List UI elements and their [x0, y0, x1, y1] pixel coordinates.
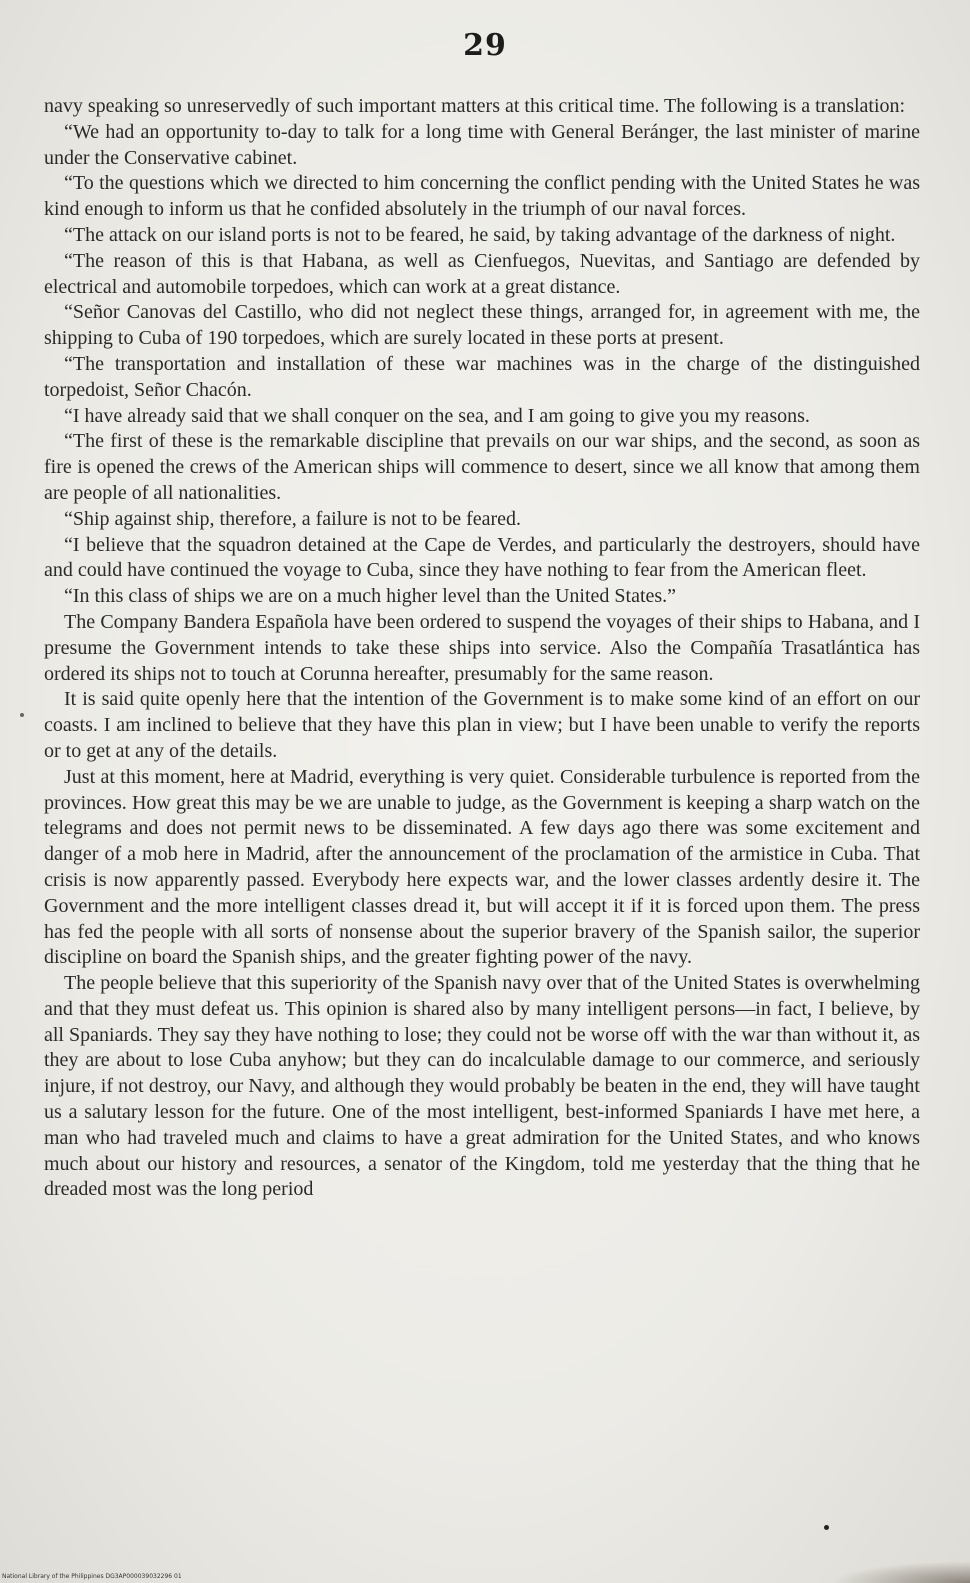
scan-speck [824, 1525, 829, 1530]
paragraph: “The first of these is the remarkable discipline that prevails on our war ships, and the second, as soon as fire is opened the crews of the American ships will commence to desert, since we all know that among them are people of all nationalities. [44, 430, 920, 504]
page-number: 29 [463, 28, 507, 63]
paragraph: “The transportation and installation of these war machines was in the charge of the distinguished torpedoist, Señor Chacón. [44, 352, 920, 401]
scan-footer: National Library of the Philippines DG3AP000039032296 01 [2, 1573, 182, 1580]
paragraph: The people believe that this superiority of the Spanish navy over that of the United States is overwhelming and that they must defeat us. This opinion is shared also by many intelligent persons—in fact, I believe, by all Spaniards. They say they have nothing to lose; they could not be worse off with the war than without it, as they are about to lose Cuba anyhow; but they can do incalculable damage to our commerce, and seriously injure, if not destroy, our Navy, and although they would probably be beaten in the end, they will have taught us a salutary lesson for the future. One of the most intelligent, best-informed Spaniards I have met here, a man who had traveled much and claims to have a great admiration for the United States, and who knows much about our history and resources, a senator of the Kingdom, told me yesterday that the thing that he dreaded most was the long period [44, 972, 920, 1201]
body-text [44, 94, 920, 1203]
paragraph: “The reason of this is that Habana, as well as Cienfuegos, Nuevitas, and Santiago are defended by electrical and automobile torpedoes, which can work at a great distance. [44, 249, 920, 298]
paragraph: “We had an opportunity to-day to talk for a long time with General Beránger, the last minister of marine under the Conservative cabinet. [44, 120, 920, 169]
scan-edge-shadow [830, 1561, 970, 1583]
paragraph: “To the questions which we directed to him concerning the conflict pending with the United States he was kind enough to inform us that he confided absolutely in the triumph of our naval forces. [44, 172, 920, 221]
paragraph: The Company Bandera Española have been ordered to suspend the voyages of their ships to Habana, and I presume the Government intends to take these ships into service. Also the Compañía Trasatlántica has ordered its ships not to touch at Corunna hereafter, presumably for the same reason. [44, 610, 920, 685]
paragraph: “I believe that the squadron detained at the Cape de Verdes, and particularly the destroyers, should have and could have continued the voyage to Cuba, since they have nothing to fear from the American fleet. [44, 533, 920, 582]
paragraph: “Señor Canovas del Castillo, who did not neglect these things, arranged for, in agreement with me, the shipping to Cuba of 190 torpedoes, which are surely located in these ports at present. [44, 301, 920, 350]
scan-speck [20, 713, 24, 717]
paragraph: “Ship against ship, therefore, a failure is not to be feared. [64, 507, 522, 530]
paragraph: “In this class of ships we are on a much higher level than the United States.” [64, 585, 677, 608]
paragraph: “The attack on our island ports is not to be feared, he said, by taking advantage of the darkness of night. [64, 223, 896, 246]
paragraph: It is said quite openly here that the intention of the Government is to make some kind of an effort on our coasts. I am inclined to believe that they have this plan in view; but I have been unable to verify the reports or to get at any of the details. [44, 688, 920, 762]
paragraph: navy speaking so unreservedly of such important matters at this critical time. The following is a translation: [44, 95, 906, 117]
paragraph: Just at this moment, here at Madrid, everything is very quiet. Considerable turbulence is reported from the provinces. How great this may be we are unable to judge, as the Government is keeping a sharp watch on the telegrams and does not permit news to be disseminated. A few days ago there was some excitement and danger of a mob here in Madrid, after the announcement of the proclamation of the armistice in Cuba. That crisis is now apparently passed. Everybody here expects war, and the lower classes ardently desire it. The Government and the more intelligent classes dread it, but will accept it if it is forced upon them. The press has fed the people with all sorts of nonsense about the superior bravery of the Spanish sailor, the superior discipline on board the Spanish ships, and the greater fighting power of the navy. [44, 765, 920, 969]
paragraph: “I have already said that we shall conquer on the sea, and I am going to give you my reasons. [64, 404, 810, 427]
